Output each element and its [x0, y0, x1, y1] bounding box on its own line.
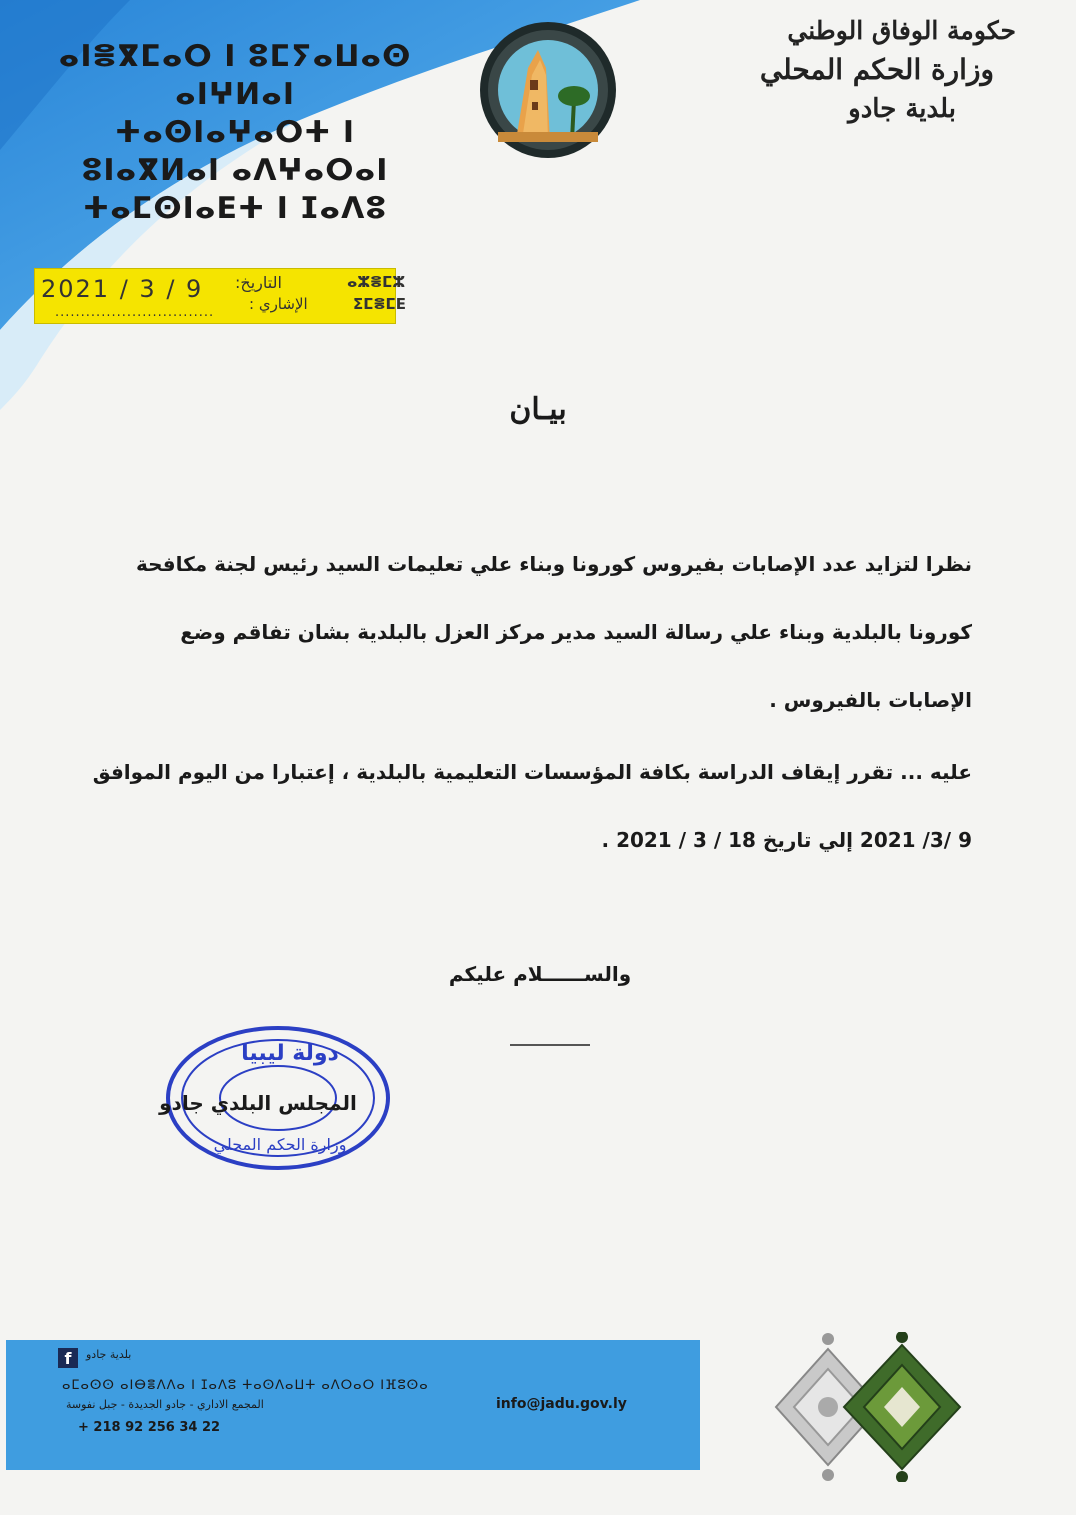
paragraph-2: عليه ... تقرر إيقاف الدراسة بكافة المؤسسات التعليمية بالبلدية ، إعتبارا من اليوم الموافق 9 /3/ 2021 إلي تاريخ 18 / 3 / 2021 . — [92, 760, 972, 852]
arabic-header — [676, 12, 1016, 128]
signature-line — [510, 1044, 590, 1046]
ministry-name: وزارة الحكم المحلي — [759, 53, 994, 86]
tifinagh-line-3: ⵜⴰⵎⵙⵏⴰⴹⵜ ⵏ ⵊⴰⴷⵓ — [82, 191, 388, 226]
decorative-ornaments — [770, 1332, 970, 1482]
footer-phone: + 218 92 256 34 22 — [78, 1420, 221, 1435]
signature-name: المجلس البلدي جادو — [159, 1091, 357, 1115]
paragraph-1: نظرا لتزايد عدد الإصابات بفيروس كورونا وبناء علي تعليمات السيد رئيس لجنة مكافحة كورونا بالبلدية وبناء علي رسالة السيد مدير مركز العزل بالبلدية بشان تفاقم وضع الإصابات بالفيروس . — [135, 552, 972, 712]
stamp-bottom-text: وزارة الحكم المحلي — [213, 1135, 347, 1154]
reference-dots: ............................... — [55, 305, 215, 320]
document-title: بيـان — [509, 392, 567, 427]
tifinagh-line-1: ⴰⵏⴻⴳⵎⴰⵔ ⵏ ⵓⵎⵢⴰⵡⴰⵙ ⴰⵏⵖⵍⴰⵏ — [58, 39, 412, 112]
stamp-top-text: دولة ليبيا — [241, 1041, 339, 1066]
facebook-label[interactable]: بلدية جادو — [86, 1348, 132, 1361]
municipality-name: بلدية جادو — [848, 94, 956, 124]
government-name: حكومة الوفاق الوطني — [787, 16, 1016, 45]
footer-email[interactable]: info@jadu.gov.ly — [496, 1396, 627, 1412]
date-label: التاريخ: — [235, 273, 282, 292]
tifinagh-line-2: ⵜⴰⵙⵏⴰⵖⴰⵔⵜ ⵏ ⵓⵏⴰⴳⵍⴰⵏ ⴰⴷⵖⴰⵔⴰⵏ — [81, 115, 389, 188]
facebook-icon[interactable]: f — [58, 1348, 78, 1368]
reference-box — [34, 268, 407, 324]
reference-label: الإشاري : — [249, 295, 308, 313]
closing-greeting: والســــــلام عليكم — [448, 962, 632, 986]
tifinagh-ref-label: ⵉⵎⴻⵎⴹ — [353, 295, 407, 313]
tifinagh-header — [40, 38, 430, 228]
footer-tifinagh-line: ⴰⵎⴰⵙⵙ ⴰⵏⴱⴻⴷⴷⴰ ⵏ ⵊⴰⴷⵓ ⵜⴰⵙⴷⴰⵡⵜ ⴰⴷⵔⴰⵔ ⵏⴼⵓⵙⴰ — [62, 1378, 429, 1393]
date-value: 2021 / 3 / 9 — [41, 275, 204, 303]
official-stamp — [140, 1018, 400, 1178]
tifinagh-date-label: ⴰⵣⴻⵎⵣ — [347, 273, 406, 291]
footer-contact-box — [6, 1340, 700, 1470]
footer-address: المجمع الاداري - جادو الجديدة - جبل نفوسة — [66, 1398, 264, 1411]
green-ornament — [844, 1332, 960, 1482]
municipality-emblem — [476, 20, 620, 160]
